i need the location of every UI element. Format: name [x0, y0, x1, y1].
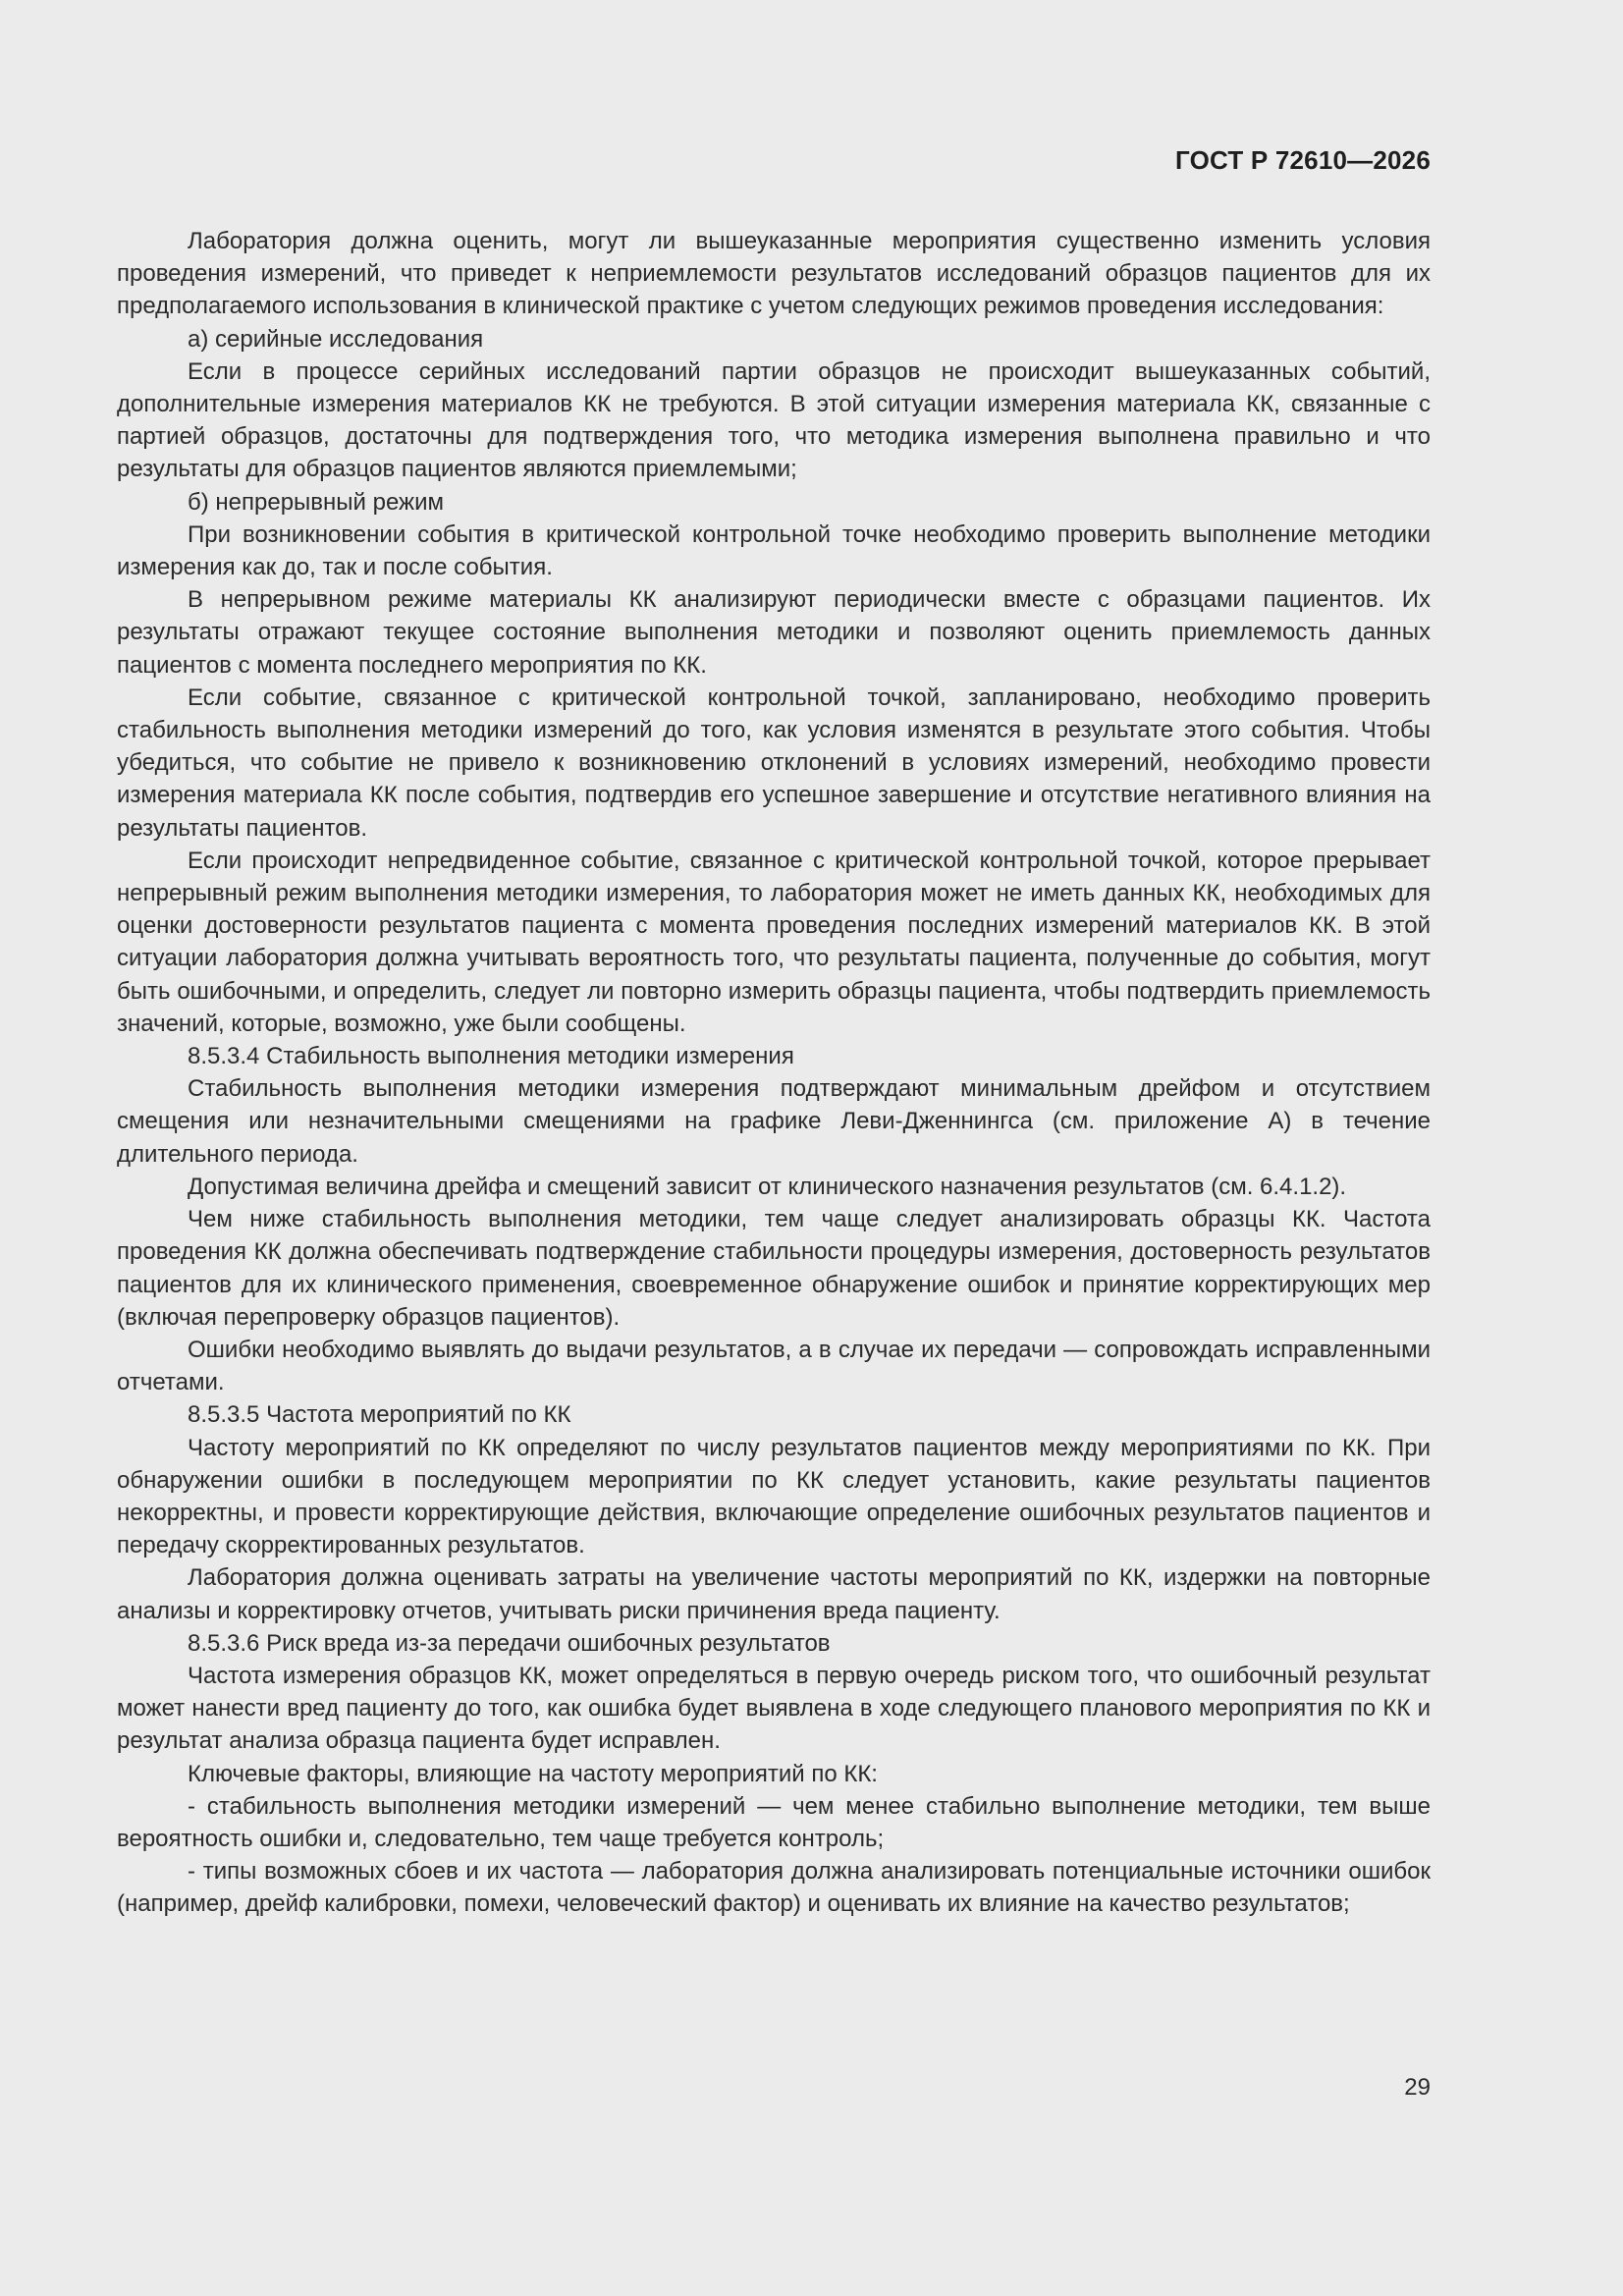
paragraph: При возникновении события в критической контрольной точке необходимо проверить выполнение методики измерения как до, так и после события. [117, 520, 1431, 581]
document-code-header: ГОСТ Р 72610—2026 [1175, 145, 1431, 175]
page-number: 29 [1404, 2074, 1431, 2101]
body-text [117, 225, 1431, 1921]
paragraph: Чем ниже стабильность выполнения методики, тем чаще следует анализировать образцы КК. Частота проведения КК должна обеспечивать подтверждение стабильности процедуры измерения, достоверность результатов пациентов для их клинического применения, своевременное обнаружение ошибок и принятие корректирующих мер (включая перепроверку образцов пациентов). [117, 1206, 1431, 1331]
paragraph: Лаборатория должна оценить, могут ли вышеуказанные мероприятия существенно изменить условия проведения измерений, что приведет к неприемлемости результатов исследований образцов пациентов для их предполагаемого использования в клинической практике с учетом следующих режимов проведения исследования: [117, 228, 1431, 320]
paragraph: Если происходит непредвиденное событие, связанное с критической контрольной точкой, которое прерывает непрерывный режим выполнения методики измерения, то лаборатория может не иметь данных КК, необходимых для оценки достоверности результатов пациента с момента проведения последних измерений материалов КК. В этой ситуации лаборатория должна учитывать вероятность того, что результаты пациента, полученные до события, могут быть ошибочными, и определить, следует ли повторно измерить образцы пациента, чтобы подтвердить приемлемость значений, которые, возможно, уже были сообщены. [117, 847, 1431, 1037]
section-heading-8-5-3-6: 8.5.3.6 Риск вреда из-за передачи ошибочных результатов [188, 1629, 831, 1657]
paragraph: Если в процессе серийных исследований партии образцов не происходит вышеуказанных событий, дополнительные измерения материалов КК не требуются. В этой ситуации измерения материала КК, связанные с партией образцов, достаточны для подтверждения того, что методика измерения выполнена правильно и что результаты для образцов пациентов являются приемлемыми; [117, 357, 1431, 483]
paragraph: Если событие, связанное с критической контрольной точкой, запланировано, необходимо проверить стабильность выполнения методики измерений до того, как условия изменятся в результате этого события. Чтобы убедиться, что событие не привело к возникновению отклонений в условиях измерений, необходимо провести измерения материала КК после события, подтвердив его успешное завершение и отсутствие негативного влияния на результаты пациентов. [117, 683, 1431, 842]
paragraph: Стабильность выполнения методики измерения подтверждают минимальным дрейфом и отсутствием смещения или незначительными смещениями на графике Леви-Дженнингса (см. приложение А) в течение длительного периода. [117, 1075, 1431, 1168]
paragraph: Частота измерения образцов КК, может определяться в первую очередь риском того, что ошибочный результат может нанести вред пациенту до того, как ошибка будет выявлена в ходе следующего планового мероприятия по КК и результат анализа образца пациента будет исправлен. [117, 1662, 1431, 1755]
list-item-dash: - типы возможных сбоев и их частота — лаборатория должна анализировать потенциальные источники ошибок (например, дрейф калибровки, помехи, человеческий фактор) и оценивать их влияние на качество результатов; [117, 1858, 1431, 1918]
paragraph: Лаборатория должна оценивать затраты на увеличение частоты мероприятий по КК, издержки на повторные анализы и корректировку отчетов, учитывать риски причинения вреда пациенту. [117, 1564, 1431, 1624]
paragraph: Ошибки необходимо выявлять до выдачи результатов, а в случае их передачи — сопровождать исправленными отчетами. [117, 1336, 1431, 1396]
list-item-serial: а) серийные исследования [188, 325, 484, 353]
paragraph: Ключевые факторы, влияющие на частоту мероприятий по КК: [188, 1760, 878, 1787]
paragraph: Частоту мероприятий по КК определяют по числу результатов пациентов между мероприятиями по КК. При обнаружении ошибки в последующем мероприятии по КК следует установить, какие результаты пациентов некорректны, и провести корректирующие действия, включающие определение ошибочных результатов пациентов и передачу скорректированных результатов. [117, 1434, 1431, 1559]
paragraph: Допустимая величина дрейфа и смещений зависит от клинического назначения результатов (см. 6.4.1.2). [188, 1173, 1347, 1200]
section-heading-8-5-3-5: 8.5.3.5 Частота мероприятий по КК [188, 1401, 571, 1429]
paragraph: В непрерывном режиме материалы КК анализируют периодически вместе с образцами пациентов. Их результаты отражают текущее состояние выполнения методики и позволяют оценить приемлемость данных пациентов с момента последнего мероприятия по КК. [117, 586, 1431, 679]
section-heading-8-5-3-4: 8.5.3.4 Стабильность выполнения методики измерения [188, 1043, 794, 1070]
list-item-continuous: б) непрерывный режим [188, 488, 445, 516]
list-item-dash: - стабильность выполнения методики измерений — чем менее стабильно выполнение методики, тем выше вероятность ошибки и, следовательно, тем чаще требуется контроль; [117, 1792, 1431, 1852]
